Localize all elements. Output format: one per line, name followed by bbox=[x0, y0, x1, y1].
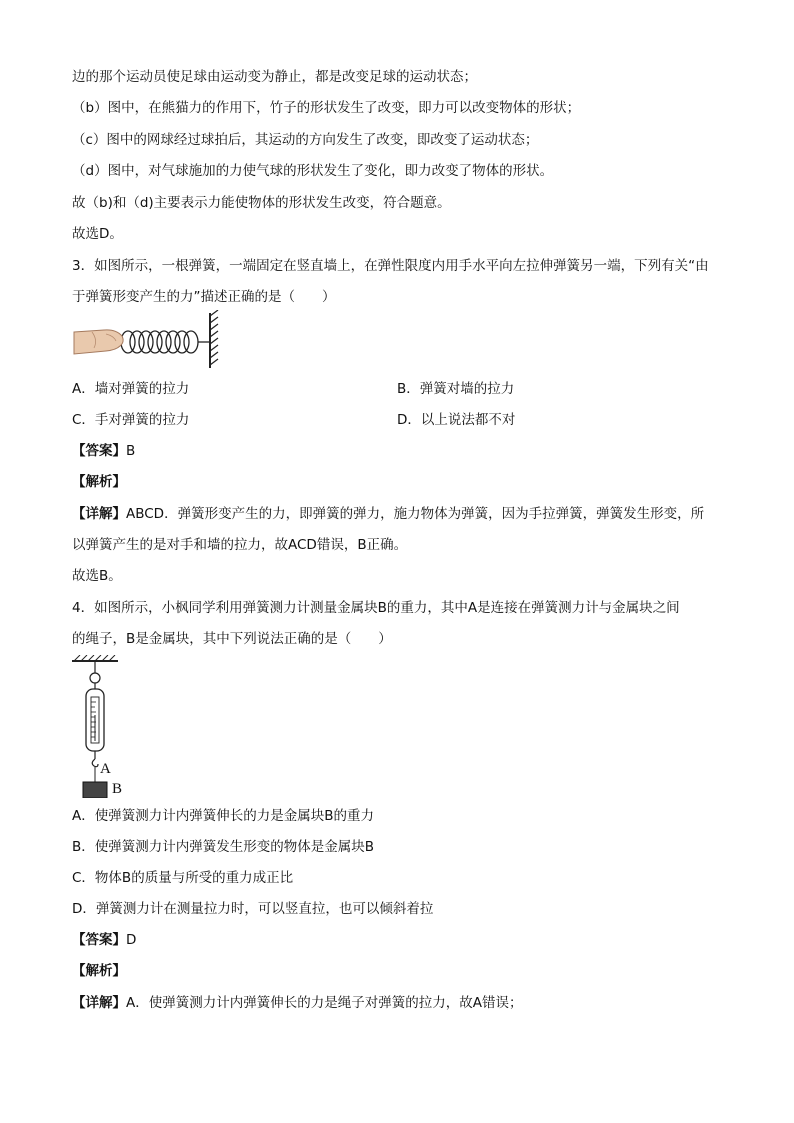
q3-detail-line: 以弹簧产生的是对手和墙的拉力，故ACD错误，B正确。 bbox=[72, 537, 408, 553]
q3-option-c: C．手对弹簧的拉力 bbox=[72, 412, 190, 428]
hand-spring-wall-figure bbox=[72, 310, 222, 372]
q4-answer-line bbox=[72, 931, 136, 949]
q3-analysis-tag bbox=[72, 473, 126, 491]
detail-tag: 【详解】 bbox=[72, 506, 126, 522]
q3-detail-line bbox=[72, 505, 704, 523]
detail-tag: 【详解】 bbox=[72, 995, 126, 1011]
answer-value: D bbox=[126, 932, 137, 948]
q4-detail-line bbox=[72, 994, 522, 1012]
q4-option-c: C．物体B的质量与所受的重力成正比 bbox=[72, 870, 294, 886]
q4-option-a: A．使弹簧测力计内弹簧伸长的力是金属块B的重力 bbox=[72, 808, 374, 824]
question-4-stem: 的绳子，B是金属块，其中下列说法正确的是（ ） bbox=[72, 631, 392, 647]
question-3-stem: 3．如图所示，一根弹簧，一端固定在竖直墙上，在弹性限度内用手水平向左拉伸弹簧另一端，下列有关“由 bbox=[72, 258, 709, 274]
label-a: A bbox=[100, 761, 111, 777]
detail-text: A．使弹簧测力计内弹簧伸长的力是绳子对弹簧的拉力，故A错误； bbox=[126, 995, 523, 1011]
text-line: 故（b)和（d)主要表示力能使物体的形状发生改变，符合题意。 bbox=[72, 195, 451, 211]
question-4-stem: 4．如图所示，小枫同学利用弹簧测力计测量金属块B的重力，其中A是连接在弹簧测力计与金属块之间 bbox=[72, 600, 680, 616]
text-line: 边的那个运动员使足球由运动变为静止，都是改变足球的运动状态； bbox=[72, 69, 477, 85]
answer-tag: 【答案】 bbox=[72, 932, 126, 948]
analysis-tag: 【解析】 bbox=[72, 474, 126, 490]
text-line: 故选D。 bbox=[72, 226, 123, 242]
answer-value: B bbox=[126, 443, 136, 459]
text-line: （c）图中的网球经过球拍后，其运动的方向发生了改变，即改变了运动状态； bbox=[72, 132, 539, 148]
text-line: （d）图中，对气球施加的力使气球的形状发生了变化，即力改变了物体的形状。 bbox=[72, 163, 554, 179]
q4-option-d: D．弹簧测力计在测量拉力时，可以竖直拉，也可以倾斜着拉 bbox=[72, 901, 434, 917]
q3-option-b: B．弹簧对墙的拉力 bbox=[397, 381, 515, 397]
q3-option-a: A．墙对弹簧的拉力 bbox=[72, 381, 190, 397]
question-3-stem: 于弹簧形变产生的力”描述正确的是（ ） bbox=[72, 289, 336, 305]
analysis-tag: 【解析】 bbox=[72, 963, 126, 979]
q4-analysis-tag bbox=[72, 962, 126, 980]
q4-option-b: B．使弹簧测力计内弹簧发生形变的物体是金属块B bbox=[72, 839, 375, 855]
q3-conclusion: 故选B。 bbox=[72, 568, 122, 584]
q3-answer-line bbox=[72, 442, 135, 460]
answer-tag: 【答案】 bbox=[72, 443, 126, 459]
q3-option-d: D．以上说法都不对 bbox=[397, 412, 516, 428]
text-line: （b）图中，在熊猫力的作用下，竹子的形状发生了改变，即力可以改变物体的形状； bbox=[72, 100, 581, 116]
detail-text: ABCD．弹簧形变产生的力，即弹簧的弹力，施力物体为弹簧，因为手拉弹簧，弹簧发生形变，所 bbox=[126, 506, 705, 522]
label-b: B bbox=[112, 781, 123, 797]
